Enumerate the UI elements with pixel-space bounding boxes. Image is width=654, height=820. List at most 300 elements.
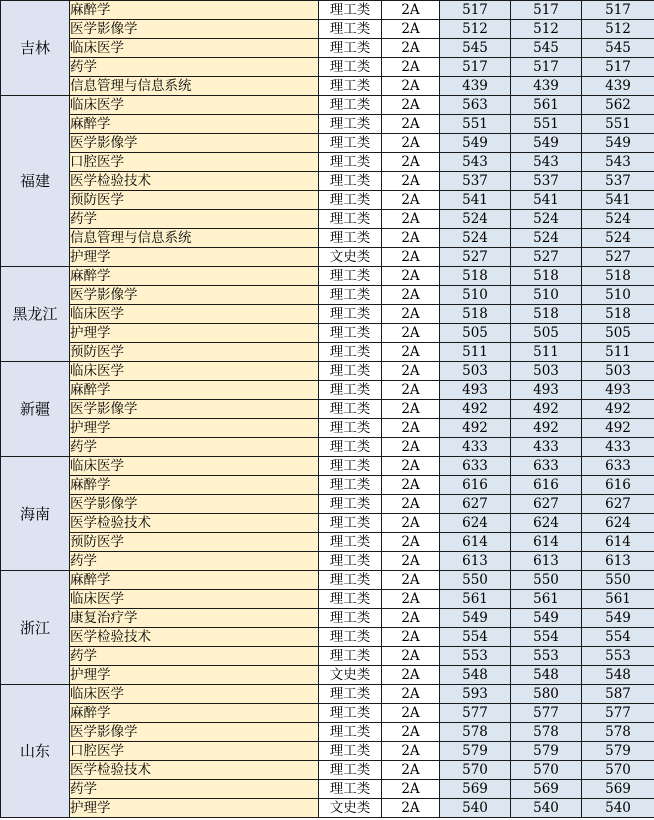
- score-cell-2: 518: [511, 267, 582, 286]
- score-cell-3: 540: [582, 799, 654, 818]
- score-cell-2: 540: [511, 799, 582, 818]
- category-cell: 理工类: [319, 609, 382, 628]
- table-row: [1, 96, 654, 115]
- major-cell: 临床医学: [70, 457, 319, 476]
- major-cell: 口腔医学: [70, 742, 319, 761]
- category-cell: 理工类: [319, 381, 382, 400]
- table-row: [1, 362, 654, 381]
- category-cell: 理工类: [319, 514, 382, 533]
- score-cell-2: 633: [511, 457, 582, 476]
- score-cell-2: 580: [511, 685, 582, 704]
- score-cell-1: 518: [440, 267, 511, 286]
- table-row: [1, 191, 654, 210]
- table-row: [1, 438, 654, 457]
- level-cell: 2A: [382, 457, 440, 476]
- score-cell-1: 493: [440, 381, 511, 400]
- category-cell: 理工类: [319, 590, 382, 609]
- table-row: [1, 590, 654, 609]
- table-row: [1, 286, 654, 305]
- score-cell-1: 492: [440, 419, 511, 438]
- table-row: [1, 324, 654, 343]
- province-cell: 新疆: [1, 362, 70, 457]
- level-cell: 2A: [382, 533, 440, 552]
- category-cell: 理工类: [319, 58, 382, 77]
- level-cell: 2A: [382, 305, 440, 324]
- score-cell-1: 433: [440, 438, 511, 457]
- score-cell-1: 548: [440, 666, 511, 685]
- level-cell: 2A: [382, 115, 440, 134]
- score-cell-3: 549: [582, 134, 654, 153]
- major-cell: 麻醉学: [70, 267, 319, 286]
- major-cell: 医学检验技术: [70, 172, 319, 191]
- major-cell: 护理学: [70, 666, 319, 685]
- table-row: [1, 419, 654, 438]
- score-cell-3: 517: [582, 1, 654, 20]
- level-cell: 2A: [382, 20, 440, 39]
- score-cell-1: 550: [440, 571, 511, 590]
- category-cell: 理工类: [319, 476, 382, 495]
- category-cell: 理工类: [319, 229, 382, 248]
- score-cell-1: 518: [440, 305, 511, 324]
- category-cell: 理工类: [319, 267, 382, 286]
- category-cell: 理工类: [319, 780, 382, 799]
- score-cell-3: 527: [582, 248, 654, 267]
- score-cell-2: 561: [511, 590, 582, 609]
- score-cell-3: 518: [582, 305, 654, 324]
- score-cell-1: 578: [440, 723, 511, 742]
- score-cell-3: 579: [582, 742, 654, 761]
- major-cell: 临床医学: [70, 96, 319, 115]
- score-cell-1: 624: [440, 514, 511, 533]
- major-cell: 信息管理与信息系统: [70, 77, 319, 96]
- table-row: [1, 58, 654, 77]
- table-row: [1, 514, 654, 533]
- score-cell-1: 549: [440, 134, 511, 153]
- score-cell-1: 517: [440, 1, 511, 20]
- table-row: [1, 799, 654, 818]
- table-row: [1, 115, 654, 134]
- major-cell: 药学: [70, 58, 319, 77]
- score-cell-1: 439: [440, 77, 511, 96]
- score-cell-2: 511: [511, 343, 582, 362]
- score-cell-2: 543: [511, 153, 582, 172]
- score-cell-2: 553: [511, 647, 582, 666]
- category-cell: 理工类: [319, 495, 382, 514]
- score-cell-2: 512: [511, 20, 582, 39]
- table-row: [1, 647, 654, 666]
- category-cell: 理工类: [319, 362, 382, 381]
- category-cell: 理工类: [319, 742, 382, 761]
- level-cell: 2A: [382, 761, 440, 780]
- score-cell-3: 512: [582, 20, 654, 39]
- table-row: [1, 305, 654, 324]
- category-cell: 理工类: [319, 552, 382, 571]
- province-cell: 黑龙江: [1, 267, 70, 362]
- table-row: [1, 552, 654, 571]
- score-cell-3: 541: [582, 191, 654, 210]
- score-cell-3: 548: [582, 666, 654, 685]
- score-cell-1: 524: [440, 210, 511, 229]
- score-cell-2: 624: [511, 514, 582, 533]
- score-cell-3: 518: [582, 267, 654, 286]
- table-row: [1, 20, 654, 39]
- level-cell: 2A: [382, 286, 440, 305]
- level-cell: 2A: [382, 324, 440, 343]
- score-cell-3: 627: [582, 495, 654, 514]
- score-cell-2: 492: [511, 419, 582, 438]
- score-cell-2: 548: [511, 666, 582, 685]
- category-cell: 理工类: [319, 457, 382, 476]
- score-cell-3: 562: [582, 96, 654, 115]
- score-cell-2: 554: [511, 628, 582, 647]
- level-cell: 2A: [382, 343, 440, 362]
- level-cell: 2A: [382, 476, 440, 495]
- level-cell: 2A: [382, 210, 440, 229]
- score-cell-2: 537: [511, 172, 582, 191]
- score-cell-3: 505: [582, 324, 654, 343]
- major-cell: 麻醉学: [70, 571, 319, 590]
- score-cell-3: 549: [582, 609, 654, 628]
- category-cell: 理工类: [319, 324, 382, 343]
- table-row: [1, 400, 654, 419]
- score-cell-2: 433: [511, 438, 582, 457]
- major-cell: 医学检验技术: [70, 514, 319, 533]
- table-row: [1, 780, 654, 799]
- score-cell-1: 510: [440, 286, 511, 305]
- major-cell: 医学检验技术: [70, 628, 319, 647]
- score-cell-2: 527: [511, 248, 582, 267]
- major-cell: 医学影像学: [70, 400, 319, 419]
- score-cell-2: 545: [511, 39, 582, 58]
- major-cell: 麻醉学: [70, 704, 319, 723]
- major-cell: 护理学: [70, 248, 319, 267]
- table-row: [1, 134, 654, 153]
- major-cell: 麻醉学: [70, 115, 319, 134]
- score-cell-2: 614: [511, 533, 582, 552]
- score-cell-2: 439: [511, 77, 582, 96]
- score-cell-2: 524: [511, 229, 582, 248]
- major-cell: 护理学: [70, 419, 319, 438]
- major-cell: 麻醉学: [70, 1, 319, 20]
- level-cell: 2A: [382, 362, 440, 381]
- major-cell: 临床医学: [70, 685, 319, 704]
- level-cell: 2A: [382, 552, 440, 571]
- level-cell: 2A: [382, 1, 440, 20]
- level-cell: 2A: [382, 77, 440, 96]
- level-cell: 2A: [382, 267, 440, 286]
- level-cell: 2A: [382, 514, 440, 533]
- score-cell-2: 541: [511, 191, 582, 210]
- score-cell-3: 524: [582, 229, 654, 248]
- score-cell-3: 569: [582, 780, 654, 799]
- level-cell: 2A: [382, 628, 440, 647]
- score-cell-3: 614: [582, 533, 654, 552]
- category-cell: 理工类: [319, 134, 382, 153]
- level-cell: 2A: [382, 229, 440, 248]
- level-cell: 2A: [382, 134, 440, 153]
- table-row: [1, 571, 654, 590]
- major-cell: 信息管理与信息系统: [70, 229, 319, 248]
- table-row: [1, 742, 654, 761]
- level-cell: 2A: [382, 780, 440, 799]
- score-cell-2: 627: [511, 495, 582, 514]
- table-row: [1, 1, 654, 20]
- category-cell: 理工类: [319, 438, 382, 457]
- category-cell: 理工类: [319, 628, 382, 647]
- score-cell-1: 512: [440, 20, 511, 39]
- score-cell-2: 613: [511, 552, 582, 571]
- score-cell-1: 577: [440, 704, 511, 723]
- score-cell-1: 633: [440, 457, 511, 476]
- table-row: [1, 666, 654, 685]
- score-cell-2: 517: [511, 58, 582, 77]
- score-cell-3: 551: [582, 115, 654, 134]
- level-cell: 2A: [382, 495, 440, 514]
- major-cell: 预防医学: [70, 533, 319, 552]
- major-cell: 医学影像学: [70, 20, 319, 39]
- category-cell: 理工类: [319, 39, 382, 58]
- table-row: [1, 248, 654, 267]
- score-cell-3: 433: [582, 438, 654, 457]
- table-row: [1, 533, 654, 552]
- score-cell-3: 561: [582, 590, 654, 609]
- major-cell: 临床医学: [70, 590, 319, 609]
- score-cell-2: 510: [511, 286, 582, 305]
- score-cell-3: 616: [582, 476, 654, 495]
- score-cell-2: 503: [511, 362, 582, 381]
- score-cell-2: 578: [511, 723, 582, 742]
- score-cell-3: 503: [582, 362, 654, 381]
- category-cell: 理工类: [319, 96, 382, 115]
- level-cell: 2A: [382, 96, 440, 115]
- major-cell: 药学: [70, 552, 319, 571]
- score-cell-2: 524: [511, 210, 582, 229]
- table-row: [1, 761, 654, 780]
- category-cell: 理工类: [319, 1, 382, 20]
- score-cell-1: 524: [440, 229, 511, 248]
- score-cell-1: 551: [440, 115, 511, 134]
- province-cell: 吉林: [1, 1, 70, 96]
- score-cell-3: 587: [582, 685, 654, 704]
- level-cell: 2A: [382, 609, 440, 628]
- score-cell-3: 553: [582, 647, 654, 666]
- level-cell: 2A: [382, 419, 440, 438]
- major-cell: 护理学: [70, 799, 319, 818]
- major-cell: 医学影像学: [70, 134, 319, 153]
- score-cell-1: 505: [440, 324, 511, 343]
- score-cell-2: 549: [511, 134, 582, 153]
- table-body: [1, 1, 654, 818]
- score-cell-2: 550: [511, 571, 582, 590]
- score-cell-2: 492: [511, 400, 582, 419]
- category-cell: 理工类: [319, 704, 382, 723]
- category-cell: 理工类: [319, 647, 382, 666]
- level-cell: 2A: [382, 438, 440, 457]
- score-cell-1: 613: [440, 552, 511, 571]
- category-cell: 文史类: [319, 666, 382, 685]
- score-cell-3: 517: [582, 58, 654, 77]
- score-cell-1: 543: [440, 153, 511, 172]
- table-row: [1, 267, 654, 286]
- category-cell: 文史类: [319, 248, 382, 267]
- category-cell: 理工类: [319, 286, 382, 305]
- table-row: [1, 172, 654, 191]
- score-cell-3: 510: [582, 286, 654, 305]
- level-cell: 2A: [382, 723, 440, 742]
- score-cell-3: 554: [582, 628, 654, 647]
- category-cell: 理工类: [319, 533, 382, 552]
- level-cell: 2A: [382, 571, 440, 590]
- category-cell: 理工类: [319, 343, 382, 362]
- category-cell: 理工类: [319, 419, 382, 438]
- table-row: [1, 628, 654, 647]
- level-cell: 2A: [382, 799, 440, 818]
- major-cell: 麻醉学: [70, 476, 319, 495]
- score-cell-1: 553: [440, 647, 511, 666]
- score-cell-1: 492: [440, 400, 511, 419]
- score-cell-2: 518: [511, 305, 582, 324]
- score-cell-1: 517: [440, 58, 511, 77]
- category-cell: 理工类: [319, 400, 382, 419]
- level-cell: 2A: [382, 248, 440, 267]
- score-cell-1: 545: [440, 39, 511, 58]
- score-cell-3: 578: [582, 723, 654, 742]
- score-cell-3: 570: [582, 761, 654, 780]
- table-row: [1, 229, 654, 248]
- category-cell: 理工类: [319, 153, 382, 172]
- score-cell-3: 439: [582, 77, 654, 96]
- score-cell-1: 614: [440, 533, 511, 552]
- major-cell: 预防医学: [70, 191, 319, 210]
- score-cell-3: 633: [582, 457, 654, 476]
- score-cell-1: 549: [440, 609, 511, 628]
- category-cell: 理工类: [319, 761, 382, 780]
- table-row: [1, 609, 654, 628]
- table-row: [1, 343, 654, 362]
- score-cell-1: 593: [440, 685, 511, 704]
- major-cell: 药学: [70, 438, 319, 457]
- major-cell: 医学检验技术: [70, 761, 319, 780]
- category-cell: 理工类: [319, 77, 382, 96]
- score-cell-3: 537: [582, 172, 654, 191]
- major-cell: 预防医学: [70, 343, 319, 362]
- category-cell: 理工类: [319, 210, 382, 229]
- category-cell: 理工类: [319, 685, 382, 704]
- category-cell: 理工类: [319, 305, 382, 324]
- score-cell-1: 527: [440, 248, 511, 267]
- score-cell-1: 503: [440, 362, 511, 381]
- level-cell: 2A: [382, 172, 440, 191]
- major-cell: 口腔医学: [70, 153, 319, 172]
- level-cell: 2A: [382, 58, 440, 77]
- category-cell: 理工类: [319, 20, 382, 39]
- level-cell: 2A: [382, 704, 440, 723]
- table-row: [1, 457, 654, 476]
- major-cell: 药学: [70, 780, 319, 799]
- score-cell-2: 493: [511, 381, 582, 400]
- score-cell-1: 541: [440, 191, 511, 210]
- score-cell-1: 563: [440, 96, 511, 115]
- score-cell-3: 524: [582, 210, 654, 229]
- score-cell-3: 492: [582, 419, 654, 438]
- score-cell-2: 616: [511, 476, 582, 495]
- table-row: [1, 77, 654, 96]
- category-cell: 文史类: [319, 799, 382, 818]
- major-cell: 药学: [70, 210, 319, 229]
- level-cell: 2A: [382, 742, 440, 761]
- province-cell: 浙江: [1, 571, 70, 685]
- major-cell: 康复治疗学: [70, 609, 319, 628]
- category-cell: 理工类: [319, 191, 382, 210]
- level-cell: 2A: [382, 153, 440, 172]
- table-row: [1, 153, 654, 172]
- table-row: [1, 39, 654, 58]
- score-cell-3: 492: [582, 400, 654, 419]
- score-cell-3: 543: [582, 153, 654, 172]
- score-cell-2: 517: [511, 1, 582, 20]
- table-row: [1, 381, 654, 400]
- score-cell-1: 569: [440, 780, 511, 799]
- major-cell: 麻醉学: [70, 381, 319, 400]
- major-cell: 医学影像学: [70, 723, 319, 742]
- score-cell-3: 493: [582, 381, 654, 400]
- table-row: [1, 210, 654, 229]
- level-cell: 2A: [382, 381, 440, 400]
- major-cell: 医学影像学: [70, 286, 319, 305]
- score-cell-3: 577: [582, 704, 654, 723]
- score-cell-3: 613: [582, 552, 654, 571]
- table-row: [1, 685, 654, 704]
- level-cell: 2A: [382, 685, 440, 704]
- score-cell-1: 579: [440, 742, 511, 761]
- score-cell-1: 561: [440, 590, 511, 609]
- score-cell-2: 561: [511, 96, 582, 115]
- table-row: [1, 704, 654, 723]
- score-cell-1: 511: [440, 343, 511, 362]
- score-cell-2: 549: [511, 609, 582, 628]
- level-cell: 2A: [382, 666, 440, 685]
- level-cell: 2A: [382, 647, 440, 666]
- major-cell: 护理学: [70, 324, 319, 343]
- table-row: [1, 476, 654, 495]
- major-cell: 临床医学: [70, 305, 319, 324]
- score-cell-2: 569: [511, 780, 582, 799]
- major-cell: 药学: [70, 647, 319, 666]
- score-cell-1: 616: [440, 476, 511, 495]
- level-cell: 2A: [382, 400, 440, 419]
- score-cell-1: 570: [440, 761, 511, 780]
- score-cell-2: 570: [511, 761, 582, 780]
- score-cell-1: 540: [440, 799, 511, 818]
- major-cell: 医学影像学: [70, 495, 319, 514]
- category-cell: 理工类: [319, 115, 382, 134]
- score-cell-2: 505: [511, 324, 582, 343]
- table-row: [1, 723, 654, 742]
- score-cell-3: 545: [582, 39, 654, 58]
- province-cell: 福建: [1, 96, 70, 267]
- major-cell: 临床医学: [70, 362, 319, 381]
- table-row: [1, 495, 654, 514]
- score-cell-2: 577: [511, 704, 582, 723]
- score-cell-2: 551: [511, 115, 582, 134]
- level-cell: 2A: [382, 191, 440, 210]
- category-cell: 理工类: [319, 172, 382, 191]
- score-cell-1: 627: [440, 495, 511, 514]
- province-cell: 山东: [1, 685, 70, 818]
- level-cell: 2A: [382, 590, 440, 609]
- level-cell: 2A: [382, 39, 440, 58]
- province-cell: 海南: [1, 457, 70, 571]
